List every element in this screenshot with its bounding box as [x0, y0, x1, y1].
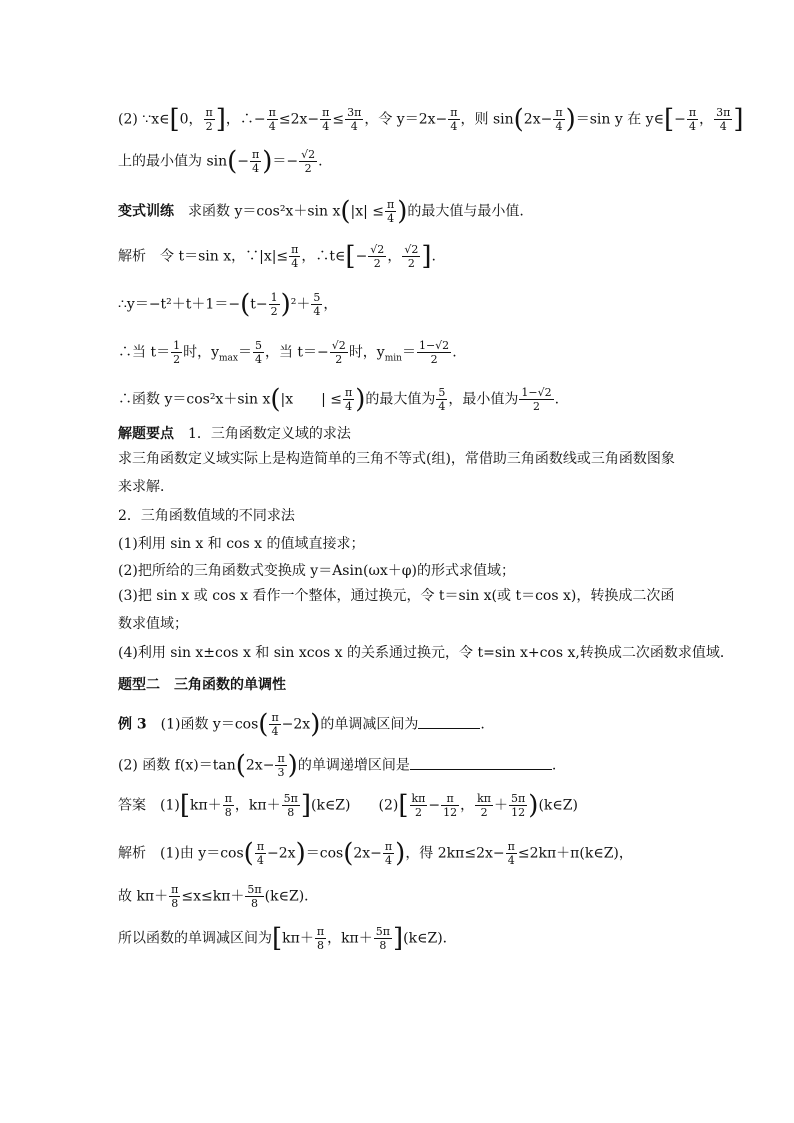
math-text: 4: [271, 725, 279, 738]
math-text: 2: [205, 120, 213, 133]
math-text: π: [507, 840, 515, 853]
math-text: 5: [313, 291, 321, 304]
bracket: ): [295, 838, 306, 869]
math-text: 解题要点: [118, 426, 174, 442]
math-text: π: [224, 792, 232, 805]
math-text: −2x: [267, 845, 296, 862]
math-text: ∴y＝−t²＋t＋1＝−: [118, 296, 241, 313]
bracket: (: [235, 750, 246, 781]
math-text: 答案: [118, 797, 146, 814]
math-text: −: [355, 248, 368, 265]
math-text: kπ: [477, 792, 492, 805]
math-text: π: [316, 925, 325, 938]
fraction: [368, 243, 386, 270]
fraction: [204, 106, 215, 133]
bracket: (: [227, 146, 238, 177]
math-text: 8: [251, 897, 259, 910]
math-text: (1)由 y＝cos: [160, 845, 244, 862]
math-text: ，: [460, 797, 475, 814]
range-method-1: [118, 534, 680, 554]
fraction: [410, 792, 428, 819]
fraction: [402, 243, 420, 270]
math-text: 8: [316, 939, 324, 952]
math-text: π: [291, 243, 299, 256]
math-text: ²＋: [290, 296, 311, 313]
math-text: 2: [173, 353, 181, 366]
math-text: 2: [304, 162, 312, 175]
math-text: 5π: [375, 925, 390, 938]
math-text: 4: [322, 120, 330, 133]
range-method-4: [118, 643, 734, 663]
math-text: 5π: [283, 792, 298, 805]
math-text: π: [441, 792, 459, 806]
range-method-3: [118, 582, 680, 638]
math-text: 4: [345, 400, 353, 413]
math-text: −: [674, 111, 686, 128]
example-3-part-2: [118, 752, 680, 779]
math-text: 三角函数的单调性: [174, 677, 286, 693]
math-text: kπ＋: [190, 797, 222, 814]
math-text: ，∴t∈: [301, 248, 346, 265]
math-text: (4)利用 sin x±cos x 和 sin xcos x 的关系通过换元，令 t=sin x+cos x,转换成二次函数求值域．: [118, 645, 734, 661]
math-text: (2)把所给的三角函数式变换成 y＝Asin(ωx＋φ)的形式求值域；: [118, 563, 516, 579]
math-text: kπ＋: [282, 930, 314, 947]
math-text: ≤2kπ＋π(k∈Z)，: [517, 845, 633, 862]
math-text: 4: [252, 162, 260, 175]
math-text: 故 kπ＋: [118, 888, 169, 905]
math-text: −: [428, 797, 441, 814]
math-text: 例 3: [118, 716, 147, 733]
math-text: 2: [533, 400, 541, 413]
fraction: [448, 106, 459, 133]
bracket: (: [343, 838, 354, 869]
example-3-analysis-2: [118, 883, 680, 910]
math-text: ≤2x−: [278, 111, 320, 128]
math-text: 1．三角函数定义域的求法: [188, 426, 351, 442]
math-text: 5π: [247, 883, 262, 896]
math-text: ＝: [237, 344, 252, 361]
math-text: √2: [404, 243, 419, 256]
math-text: (k∈Z)．: [403, 930, 457, 947]
example-3-part-1: [118, 711, 680, 738]
math-text: 8: [171, 897, 179, 910]
math-text: 2．三角函数值域的不同求法: [118, 508, 295, 524]
math-text: 2: [373, 257, 381, 270]
math-text: 4: [555, 120, 563, 133]
analysis-line-2: [118, 291, 680, 318]
fraction: [282, 792, 300, 819]
math-text: 求函数 y＝cos²x＋sin x: [188, 203, 341, 220]
math-text: (1): [160, 797, 180, 814]
math-text: π: [322, 106, 330, 119]
math-text: ，: [323, 296, 338, 313]
fraction: [383, 840, 394, 867]
math-text: ，∴−: [225, 111, 266, 128]
math-text: π: [345, 386, 353, 399]
bracket: [: [169, 104, 180, 135]
math-text: 12: [511, 806, 526, 819]
bracket: ): [310, 709, 321, 740]
bracket: ): [397, 196, 408, 227]
math-text: 3π: [347, 106, 362, 119]
math-text: √2: [301, 148, 316, 161]
math-text: 4: [350, 120, 358, 133]
fraction: [345, 106, 363, 133]
math-text: (2) ∵x∈: [118, 111, 170, 128]
math-text: 时，y: [183, 344, 219, 361]
math-text: ＝: [401, 344, 416, 361]
math-text: 题型二: [118, 677, 160, 693]
math-text: π: [252, 148, 260, 161]
bracket: (: [243, 838, 254, 869]
math-text: 2: [407, 257, 415, 270]
math-text: π: [688, 106, 697, 119]
math-text: (2) 函数 f(x)＝tan: [118, 757, 236, 774]
math-text: π: [555, 106, 563, 119]
math-text: π: [384, 840, 393, 853]
math-text: max: [219, 353, 238, 364]
fraction: [687, 106, 698, 133]
math-text: 4: [688, 120, 696, 133]
answer-blank-2: [410, 755, 552, 770]
bracket: ]: [215, 104, 226, 135]
bracket: ]: [733, 104, 744, 135]
math-text: 令 t＝sin x，∵|x|≤: [160, 248, 289, 265]
math-text: 4: [385, 854, 393, 867]
bracket: ): [355, 384, 366, 415]
bracket: ): [395, 838, 406, 869]
math-text: 所以函数的单调减区间为: [118, 930, 272, 947]
key-points-heading: [118, 424, 680, 444]
bracket: (: [513, 104, 524, 135]
math-text: ≤: [332, 111, 345, 128]
math-text: 5: [438, 386, 446, 399]
math-text: 1−√2: [418, 339, 450, 352]
bracket: (: [270, 384, 281, 415]
math-text: (1)函数 y＝cos: [160, 716, 259, 733]
fraction: [269, 711, 280, 738]
bracket: (: [340, 196, 351, 227]
math-text: |x | ≤: [280, 391, 343, 408]
fraction: [275, 752, 286, 779]
math-text: ，得 2kπ≤2x−: [405, 845, 505, 862]
math-text: 时，y: [348, 344, 385, 361]
math-text: 4: [507, 854, 515, 867]
math-text: 的单调减区间为: [320, 716, 419, 733]
math-text: 8: [224, 806, 232, 819]
math-text: π: [268, 106, 276, 119]
fraction: [269, 291, 280, 318]
math-text: 2: [335, 353, 343, 366]
fraction: [441, 792, 459, 819]
analysis-conclusion: [118, 386, 680, 413]
math-text: .: [452, 344, 457, 361]
answer-line: [118, 792, 680, 819]
math-text: π: [387, 198, 395, 211]
math-text: 4: [438, 400, 446, 413]
math-text: 2: [480, 806, 488, 819]
math-text: −2x: [281, 716, 311, 733]
math-text: 2x−: [353, 845, 382, 862]
math-text: .: [480, 716, 485, 733]
math-text: π: [450, 106, 458, 119]
math-text: −: [237, 153, 250, 170]
math-text: ∴函数 y＝cos²x＋sin x: [118, 391, 271, 408]
math-text: 2: [270, 305, 278, 318]
math-text: 4: [256, 854, 264, 867]
example-3-analysis-3: [118, 925, 680, 952]
bracket: ]: [421, 241, 432, 272]
math-text: 8: [287, 806, 295, 819]
math-text: 5π: [511, 792, 526, 805]
math-text: π: [256, 840, 265, 853]
fraction: [506, 840, 517, 867]
min-value-line: [118, 148, 680, 175]
math-text: ，令 y＝2x−: [364, 111, 448, 128]
fraction: [311, 291, 322, 318]
math-text: .: [551, 757, 557, 774]
math-text: (k∈Z)．: [264, 888, 319, 905]
math-text: (1)利用 sin x 和 cos x 的值域直接求；: [118, 536, 365, 552]
bracket: [: [179, 790, 190, 821]
math-text: √2: [331, 339, 346, 352]
math-text: 5: [254, 339, 262, 352]
section-heading-type2: [118, 675, 680, 695]
fraction: [267, 106, 278, 133]
math-text: 2x−: [523, 111, 553, 128]
analysis-line-3: [118, 339, 680, 368]
math-text: 1−√2: [521, 386, 552, 399]
math-text: 3: [277, 766, 285, 779]
math-text: 2x−: [245, 757, 275, 774]
bracket: ): [528, 790, 539, 821]
math-text: 4: [268, 120, 276, 133]
bracket: ): [565, 104, 576, 135]
math-text: (k∈Z): [311, 797, 351, 814]
variant-exercise: [118, 198, 680, 225]
math-text: 2: [414, 806, 422, 819]
math-text: t−: [250, 296, 268, 313]
math-text: π: [171, 883, 179, 896]
math-text: ，: [699, 111, 714, 128]
bracket: (: [240, 289, 251, 320]
math-text: 3π: [716, 106, 731, 119]
math-text: 4: [313, 305, 321, 318]
math-text: π: [277, 752, 285, 765]
fraction: [343, 386, 354, 413]
bracket: ]: [300, 790, 311, 821]
math-text: .: [318, 153, 323, 170]
fraction: [509, 792, 527, 819]
variant-exercise-label: 变式训练: [118, 203, 174, 220]
math-text: |x| ≤: [350, 203, 385, 220]
math-text: 4: [291, 257, 299, 270]
answer-blank-1: [418, 714, 480, 729]
math-text: kπ: [411, 792, 426, 805]
math-text: ，当 t＝−: [264, 344, 329, 361]
math-text: 解析: [118, 248, 146, 265]
math-text: 8: [379, 939, 387, 952]
example-3-analysis-1: [118, 840, 680, 867]
fraction: [315, 925, 326, 952]
math-text: ，kπ＋: [234, 797, 281, 814]
math-text: ，: [387, 248, 402, 265]
fraction: [385, 198, 396, 225]
math-text: 的最大值为: [365, 391, 436, 408]
math-text: π: [271, 711, 279, 724]
fraction: [289, 243, 300, 270]
fraction: [475, 792, 493, 819]
bracket: [: [663, 104, 675, 135]
math-text: 上的最小值为 sin: [118, 153, 228, 170]
fraction: [714, 106, 732, 133]
fraction: [250, 148, 261, 175]
math-text: 的单调递增区间是: [297, 757, 410, 774]
math-text: 4: [254, 353, 262, 366]
fraction: [253, 339, 264, 366]
math-text: 4: [387, 212, 395, 225]
fraction: [553, 106, 564, 133]
math-text: 4: [719, 120, 727, 133]
fraction: [171, 339, 182, 366]
math-text: 0，: [179, 111, 203, 128]
math-text: .: [554, 391, 560, 408]
math-text: ≤x≤kπ＋: [181, 888, 245, 905]
math-text: 求三角函数定义域实际上是构造简单的三角不等式(组)，常借助三角函数线或三角函数图象来求解．: [118, 451, 675, 495]
fraction: [330, 339, 348, 366]
math-text: ，则 sin: [460, 111, 514, 128]
math-text: .: [431, 248, 436, 265]
fraction: [320, 106, 331, 133]
bracket: ): [262, 146, 273, 177]
math-text: 解析: [118, 845, 146, 862]
analysis-line-1: [118, 243, 680, 270]
bracket: ): [287, 750, 298, 781]
fraction: [374, 925, 392, 952]
math-text: 1: [270, 291, 278, 304]
fraction: [245, 883, 263, 910]
math-text: √2: [370, 243, 385, 256]
key-points-domain-text: [118, 445, 680, 501]
math-text: ，kπ＋: [327, 930, 373, 947]
bracket: [: [345, 241, 356, 272]
math-text: ＝cos: [305, 845, 344, 862]
math-text: ＝sin y 在 y∈: [575, 111, 664, 128]
fraction: [417, 339, 451, 366]
math-text: min: [384, 353, 402, 364]
fraction: [519, 386, 553, 413]
math-text: (k∈Z): [538, 797, 578, 814]
bracket: ]: [393, 923, 404, 954]
fraction: [299, 148, 317, 175]
math-text: 1: [173, 339, 181, 352]
key-points-range-heading: [118, 506, 680, 526]
math-text: 的最大值与最小值.: [407, 203, 524, 220]
math-text: ＋: [494, 797, 509, 814]
fraction: [255, 840, 266, 867]
fraction: [169, 883, 180, 910]
math-text: ∴当 t＝: [118, 344, 171, 361]
math-text: ，最小值为: [448, 391, 519, 408]
bracket: ): [280, 289, 291, 320]
math-text: 4: [450, 120, 458, 133]
fraction: [223, 792, 234, 819]
math-text: (3)把 sin x 或 cos x 看作一个整体，通过换元，令 t＝sin x(或 t＝cos x)，转换成二次函数求值域；: [118, 588, 675, 632]
bracket: (: [258, 709, 269, 740]
math-text: (2): [378, 797, 399, 814]
fraction: [436, 386, 447, 413]
math-text: 12: [443, 806, 458, 819]
range-method-2: [118, 561, 680, 581]
bracket: [: [398, 790, 409, 821]
math-text: 2: [430, 353, 438, 366]
math-text: π: [205, 106, 213, 119]
bracket: [: [272, 923, 283, 954]
math-text: ＝−: [272, 153, 299, 170]
